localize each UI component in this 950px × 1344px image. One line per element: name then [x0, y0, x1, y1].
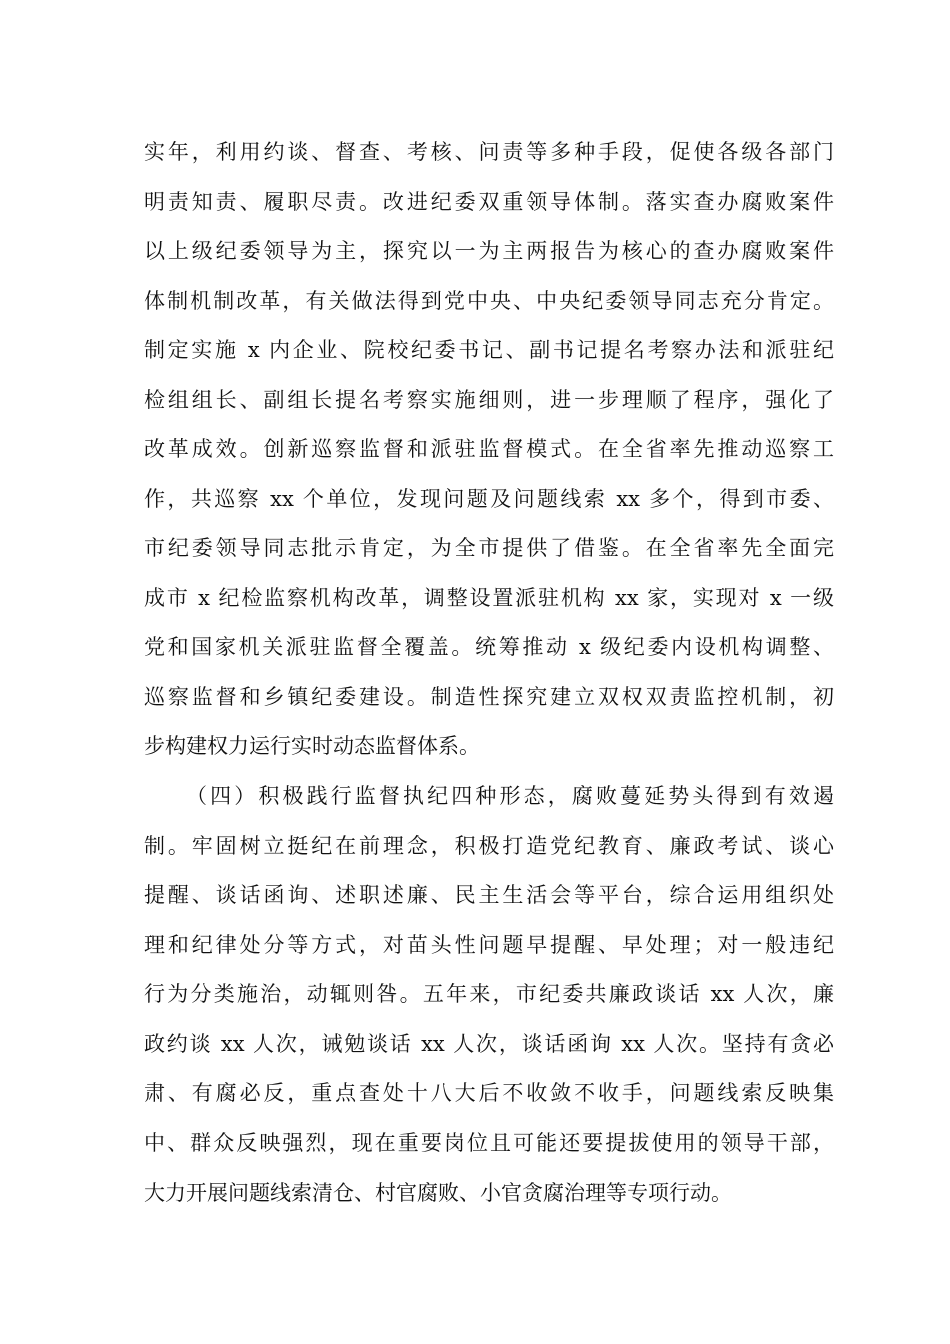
paragraph-line: 步构建权力运行实时动态监督体系。 [144, 734, 480, 758]
paragraph-line: 中、群众反映强烈，现在重要岗位且可能还要提拔使用的领导干部， [144, 1131, 834, 1155]
paragraph-line: 制定实施 x 内企业、院校纪委书记、副书记提名考察办法和派驻纪 [144, 338, 834, 362]
paragraph-line: 巡察监督和乡镇纪委建设。制造性探究建立双权双责监控机制，初 [144, 685, 834, 709]
paragraph-line: 政约谈 xx 人次，诫勉谈话 xx 人次，谈话函询 xx 人次。坚持有贪必 [144, 1032, 834, 1056]
paragraph-line: 市纪委领导同志批示肯定，为全市提供了借鉴。在全省率先全面完 [144, 536, 834, 560]
paragraph-line: 改革成效。创新巡察监督和派驻监督模式。在全省率先推动巡察工 [144, 437, 834, 461]
paragraph-line: 大力开展问题线索清仓、村官腐败、小官贪腐治理等专项行动。 [144, 1181, 732, 1205]
paragraph-line: 理和纪律处分等方式，对苗头性问题早提醒、早处理；对一般违纪 [144, 933, 834, 957]
paragraph-line: 提醒、谈话函询、述职述廉、民主生活会等平台，综合运用组织处 [144, 883, 834, 907]
paragraph-line: 成市 x 纪检监察机构改革，调整设置派驻机构 xx 家，实现对 x 一级 [144, 586, 834, 610]
paragraph-line: 体制机制改革，有关做法得到党中央、中央纪委领导同志充分肯定。 [144, 289, 834, 313]
paragraph-line: 以上级纪委领导为主，探究以一为主两报告为核心的查办腐败案件 [144, 239, 834, 263]
paragraph-line: 党和国家机关派驻监督全覆盖。统筹推动 x 级纪委内设机构调整、 [144, 635, 834, 659]
paragraph-line: 实年，利用约谈、督查、考核、问责等多种手段，促使各级各部门 [144, 140, 834, 164]
paragraph-line: 检组组长、副组长提名考察实施细则，进一步理顺了程序，强化了 [144, 388, 834, 412]
section-heading-line: （四）积极践行监督执纪四种形态，腐败蔓延势头得到有效遏 [186, 784, 834, 808]
paragraph-line: 作，共巡察 xx 个单位，发现问题及问题线索 xx 多个，得到市委、 [144, 487, 834, 511]
paragraph-line: 行为分类施治，动辄则咎。五年来，市纪委共廉政谈话 xx 人次，廉 [144, 982, 834, 1006]
paragraph-line: 肃、有腐必反，重点查处十八大后不收敛不收手，问题线索反映集 [144, 1081, 834, 1105]
paragraph-line: 制。牢固树立挺纪在前理念，积极打造党纪教育、廉政考试、谈心 [144, 834, 834, 858]
paragraph-line: 明责知责、履职尽责。改进纪委双重领导体制。落实查办腐败案件 [144, 190, 834, 214]
